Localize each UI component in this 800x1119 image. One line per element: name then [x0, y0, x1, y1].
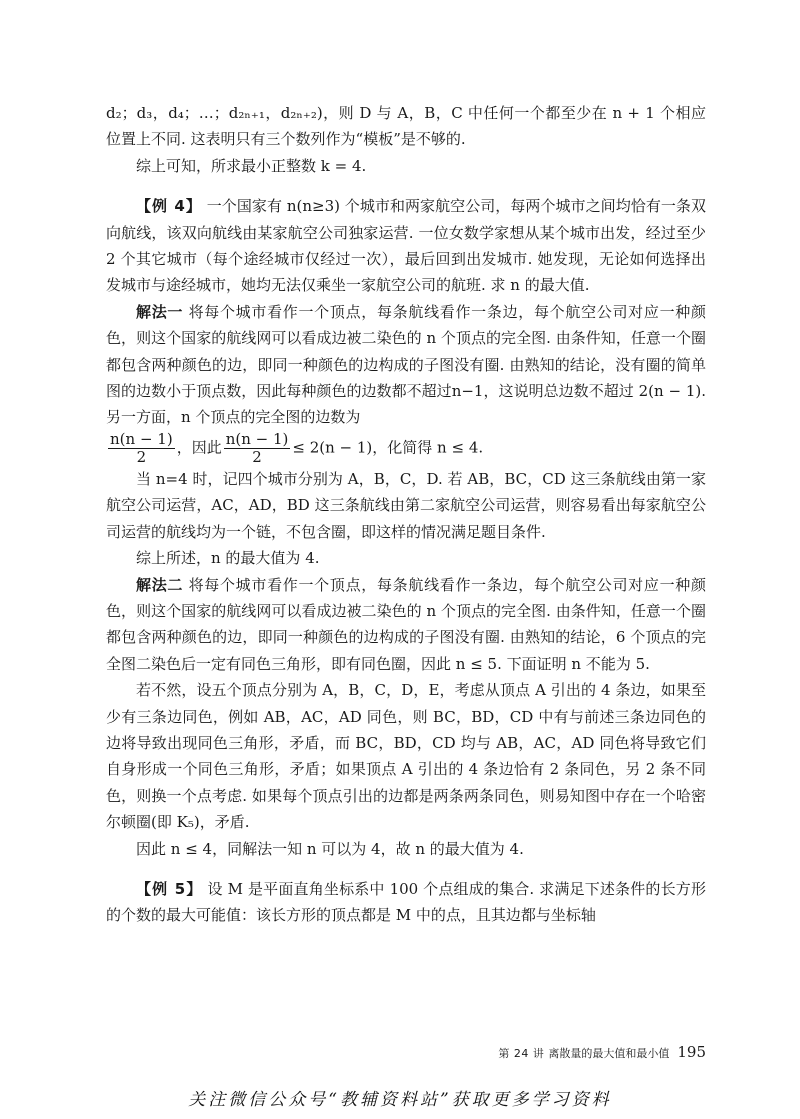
paragraph-text: 因此 n ≤ 4，同解法一知 n 可以为 4，故 n 的最大值为 4. — [136, 839, 524, 858]
paragraph-text: d₂；d₃，d₄；…；d₂ₙ₊₁，d₂ₙ₊₂)，则 D 与 A，B，C 中任何一个都至少在 n + 1 个相应位置上不同. 这表明只有三个数列作为“模板”是不够的. — [106, 104, 706, 149]
paragraph-continuation — [106, 100, 706, 153]
page-footer — [498, 1043, 706, 1061]
example-4-problem — [106, 193, 706, 299]
promo-banner: 关注微信公众号“教辅资料站”获取更多学习资料 — [188, 1090, 612, 1110]
spacer — [106, 179, 706, 193]
paragraph-conclusion — [106, 153, 706, 179]
page-number: 195 — [677, 1043, 706, 1061]
paragraph-final — [106, 836, 706, 862]
solution-two — [106, 572, 706, 678]
example-text: 设 M 是平面直角坐标系中 100 个点组成的集合. 求满足下述条件的长方形的个数的最大可能值：该长方形的顶点都是 M 中的点，且其边都与坐标轴 — [106, 879, 706, 925]
paragraph-proof — [106, 677, 706, 835]
paragraph-text: 当 n=4 时，记四个城市分别为 A，B，C，D. 若 AB，BC，CD 这三条航线由第一家航空公司运营，AC，AD，BD 这三条航线由第二家航空公司运营，则容易看出每家航空公司运营的航线均为一个链，不包含圈，即这样的情况满足题目条件. — [106, 469, 706, 541]
solution-text: ≤ 2(n − 1)，化简得 n ≤ 4. — [292, 438, 484, 457]
paragraph-text: 综上所述，n 的最大值为 4. — [136, 549, 320, 568]
solution-one — [106, 299, 706, 466]
page-body — [106, 100, 706, 929]
spacer — [106, 862, 706, 876]
fraction-denominator: 2 — [252, 447, 262, 466]
footer-chapter: 第 24 讲 — [498, 1047, 545, 1060]
fraction — [224, 431, 291, 466]
paragraph-n4-case — [106, 466, 706, 545]
fraction-numerator: n(n − 1) — [110, 429, 173, 448]
example-5-problem — [106, 876, 706, 929]
solution-text: ，因此 — [176, 438, 222, 457]
solution-label: 解法一 — [136, 302, 184, 321]
example-label: 【例 4】 — [136, 197, 202, 216]
solution-label: 解法二 — [136, 575, 184, 594]
solution-text: 将每个城市看作一个顶点，每条航线看作一条边，每个航空公司对应一种颜色，则这个国家的航线网可以看成边被二染色的 n 个顶点的完全图. 由条件知，任意一个圈都包含两种颜色的边，即同一种颜色的边构成的子图没有圈. 由熟知的结论，6 个顶点的完全图二染色后一定有同色三角形，即有同色圈，因此 n ≤ 5. 下面证明 n 不能为 5. — [106, 575, 706, 673]
fraction — [108, 431, 175, 466]
example-text: 一个国家有 n(n≥3) 个城市和两家航空公司，每两个城市之间均恰有一条双向航线，该双向航线由某家航空公司独家运营. 一位女数学家想从某个城市出发，经过至少 2 个其它城市（每个途经城市仅经过一次），最后回到出发城市. 她发现，无论如何选择出发城市与途经城市，她均无法仅乘坐一家航空公司的航班. 求 n 的最大值. — [106, 197, 706, 295]
fraction-denominator: 2 — [136, 447, 147, 466]
paragraph-text: 综上可知，所求最小正整数 k = 4. — [136, 156, 367, 175]
example-label: 【例 5】 — [136, 879, 203, 898]
footer-section-title: 离散量的最大值和最小值 — [548, 1047, 670, 1060]
fraction-numerator: n(n − 1) — [225, 429, 289, 448]
solution-text: 将每个城市看作一个顶点，每条航线看作一条边，每个航空公司对应一种颜色，则这个国家的航线网可以看成边被二染色的 n 个顶点的完全图. 由条件知，任意一个圈都包含两种颜色的边，即同一种颜色的边构成的子图没有圈. 由熟知的结论，没有圈的简单图的边数小于顶点数，因此每种颜色的边数都不超过n−1，这说明总边数不超过 2(n − 1). 另一方面，n 个顶点的完全图的边数为 — [106, 302, 706, 427]
paragraph-summary — [106, 545, 706, 571]
paragraph-text: 若不然，设五个顶点分别为 A，B，C，D，E，考虑从顶点 A 引出的 4 条边，如果至少有三条边同色，例如 AB，AC，AD 同色，则 BC，BD，CD 中有与前述三条边同色的边将导致出现同色三角形，矛盾，而 BC，BD，CD 均与 AB，AC，AD 同色将导致它们自身形成一个同色三角形，矛盾；如果顶点 A 引出的 4 条边恰有 2 条同色，另 2 条不同色，则换一个点考虑. 如果每个顶点引出的边都是两条两条同色，则易知图中存在一个哈密尔顿圈(即 K₅)，矛盾. — [106, 681, 706, 832]
